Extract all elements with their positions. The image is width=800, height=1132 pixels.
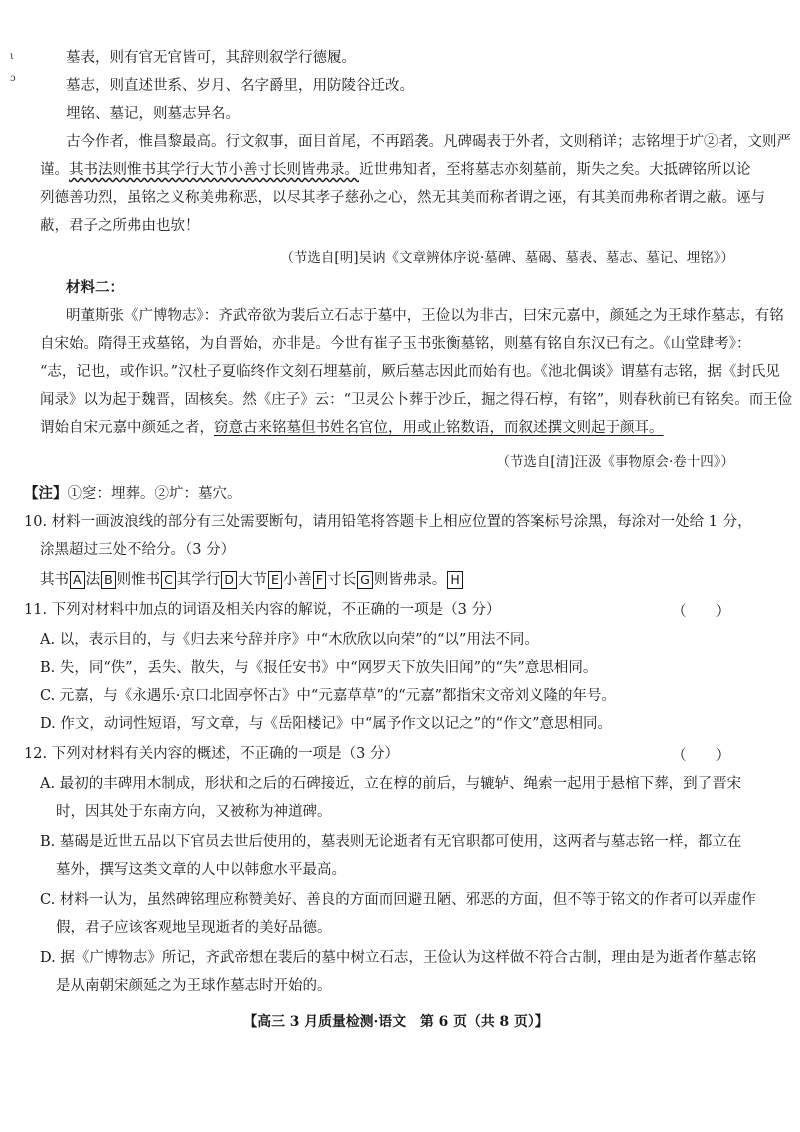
- q12-option-c[interactable]: C. 材料一认为，虽然碑铭理应称赞美好、善良的方面而回避丑陋、邪恶的方面，但不等于铭文的作者可以弄虚作: [40, 892, 756, 908]
- material2-line: [40, 418, 664, 438]
- q12-option-b[interactable]: B. 墓碣是近世五品以下官员去世后使用的，墓表则无论逝者有无官职都可使用，这两者与墓志铭一样，都立在: [40, 834, 742, 850]
- material1-paragraph-line: 蔽，君子之所弗由也欤！: [40, 218, 200, 234]
- notes: [24, 484, 242, 504]
- q11-answer-paren[interactable]: （ ）: [672, 604, 730, 620]
- material2-source: （节选自[清]汪汲《事物原会·卷十四》）: [496, 454, 734, 470]
- text-span: 谨。: [40, 162, 69, 178]
- q11-option-d[interactable]: D. 作文，动词性短语，写文章，与《岳阳楼记》中“属予作文以记之”的“作文”意思相同。: [40, 716, 612, 732]
- q10-box-h[interactable]: H: [447, 571, 462, 589]
- material2-line: 明董斯张《广博物志》：齐武帝欲为裴后立石志于墓中，王俭以为非古，曰宋元嘉中，颜延之为王球作墓志，有铭: [66, 308, 784, 324]
- page-edge-marks: [10, 46, 16, 90]
- underlined-text: 窃意古来铭墓但书姓名官位，用或止铭数语，而叙述撰文则起于颜耳。: [214, 420, 664, 436]
- q11-option-c[interactable]: C. 元嘉，与《永遇乐·京口北固亭怀古》中“元嘉草草”的“元嘉”都指宋文帝刘义隆的年号。: [40, 688, 617, 704]
- q10-segment: 则惟书: [116, 572, 161, 588]
- q10-segment: 则皆弗录。: [373, 572, 447, 588]
- material1-line: 墓表，则有官无官皆可，其辞则叙学行德履。: [66, 50, 356, 66]
- q10-stem: 10. 材料一画波浪线的部分有三处需要断句，请用铅笔将答题卡上相应位置的答案标号涂黑，每涂对一处给 1 分，: [24, 514, 752, 530]
- q10-box-g[interactable]: G: [357, 571, 373, 589]
- q10-box-b[interactable]: B: [101, 571, 116, 589]
- q10-sentence: [40, 570, 464, 590]
- material1-line: 埋铭、墓记，则墓志异名。: [66, 106, 240, 122]
- q10-segment: 寸长: [327, 572, 357, 588]
- edge-mark: ɔ: [10, 73, 16, 84]
- q12-stem: 12. 下列对材料有关内容的概述，不正确的一项是（3 分）: [24, 746, 400, 762]
- material2-line: 自宋始。隋得王戎墓铭，为自晋始，亦非是。今世有崔子玉书张衡墓铭，则墓有铭自东汉已有之。《山堂肆考》：: [40, 336, 751, 352]
- material2-line: “志，记也，或作识。”汉杜子夏临终作文刻石埋墓前，厥后墓志因此而始有也。《池北偶谈》谓墓有志铭，据《封氏见: [40, 364, 780, 380]
- q10-segment: 大节: [238, 572, 268, 588]
- q12-option-b-cont: 墓外，撰写这类文章的人中以韩愈水平最高。: [56, 862, 346, 878]
- text-span: 近世弗知者，至将墓志亦刻墓前，斯失之矣。大抵碑铭所以论: [359, 162, 751, 178]
- q11-option-b[interactable]: B. 失，同“佚”，丢失、散失，与《报任安书》中“网罗天下放失旧闻”的“失”意思相同。: [40, 660, 598, 676]
- q12-option-c-cont: 假，君子应该客观地呈现逝者的美好品德。: [56, 920, 332, 936]
- q10-box-f[interactable]: F: [313, 571, 326, 589]
- material2-line: 闻录》以为起于魏晋，固核矣。然《庄子》云：“卫灵公卜葬于沙丘，掘之得石椁，有铭”，则春秋前已有铭矣。而王俭: [40, 392, 793, 408]
- q10-segment: 其学行: [176, 572, 221, 588]
- material1-paragraph-line: [40, 160, 751, 180]
- q12-option-d-cont: 是从南朝宋颜延之为王球作墓志时开始的。: [56, 978, 332, 994]
- q10-segment: 小善: [282, 572, 312, 588]
- q12-option-d[interactable]: D. 据《广博物志》所记，齐武帝想在裴后的墓中树立石志，王俭认为这样做不符合古制，理由是为逝者作墓志铭: [40, 950, 757, 966]
- q10-segment: 其书: [40, 572, 69, 588]
- q10-box-a[interactable]: A: [70, 571, 85, 589]
- material1-source: （节选自[明]吴讷《文章辨体序说·墓碑、墓碣、墓表、墓志、墓记、埋铭》）: [280, 250, 734, 266]
- q11-option-a[interactable]: A. 以，表示目的，与《归去来兮辞并序》中“木欣欣以向荣”的“以”用法不同。: [40, 632, 539, 648]
- q11-stem: 11. 下列对材料中加点的词语及相关内容的解说，不正确的一项是（3 分）: [24, 602, 501, 618]
- material1-paragraph-line: 古今作者，惟昌黎最高。行文叙事，面目首尾，不再蹈袭。凡碑碣表于外者，文则稍详；志铭埋于圹②者，文则严: [66, 134, 791, 150]
- material1-line: 墓志，则直述世系、岁月、名字爵里，用防陵谷迁改。: [66, 78, 414, 94]
- q10-segment: 法: [85, 572, 101, 588]
- wavy-underlined-text: 其书法则惟书其学行大节小善寸长则皆弗录。: [69, 162, 359, 178]
- q12-option-a[interactable]: A. 最初的丰碑用木制成，形状和之后的石碑接近，立在椁的前后，与辘轳、绳索一起用于悬棺下葬，到了晋宋: [40, 776, 742, 792]
- text-span: 谓始自宋元嘉中颜延之者，: [40, 420, 214, 436]
- q10-box-c[interactable]: C: [161, 571, 176, 589]
- material1-paragraph-line: 列德善功烈，虽铭之义称美弗称恶，以尽其孝子慈孙之心，然无其美而称者谓之诬，有其美而弗称者谓之蔽。诬与: [40, 190, 765, 206]
- q10-box-e[interactable]: E: [268, 571, 282, 589]
- q10-stem-cont: 涂黑超过三处不给分。（3 分）: [40, 542, 236, 558]
- material2-heading: 材料二：: [66, 279, 124, 296]
- notes-text: ①窆：埋葬。②圹：墓穴。: [67, 486, 242, 502]
- page-footer: 【高三 3 月质量检测·语文 第 6 页（共 8 页）】: [243, 1014, 549, 1030]
- edge-mark: ι: [10, 51, 14, 62]
- notes-label: 【注】: [24, 485, 68, 502]
- q10-box-d[interactable]: D: [221, 571, 237, 589]
- q12-answer-paren[interactable]: （ ）: [672, 748, 730, 764]
- q12-option-a-cont: 时，因其处于东南方向，又被称为神道碑。: [56, 804, 332, 820]
